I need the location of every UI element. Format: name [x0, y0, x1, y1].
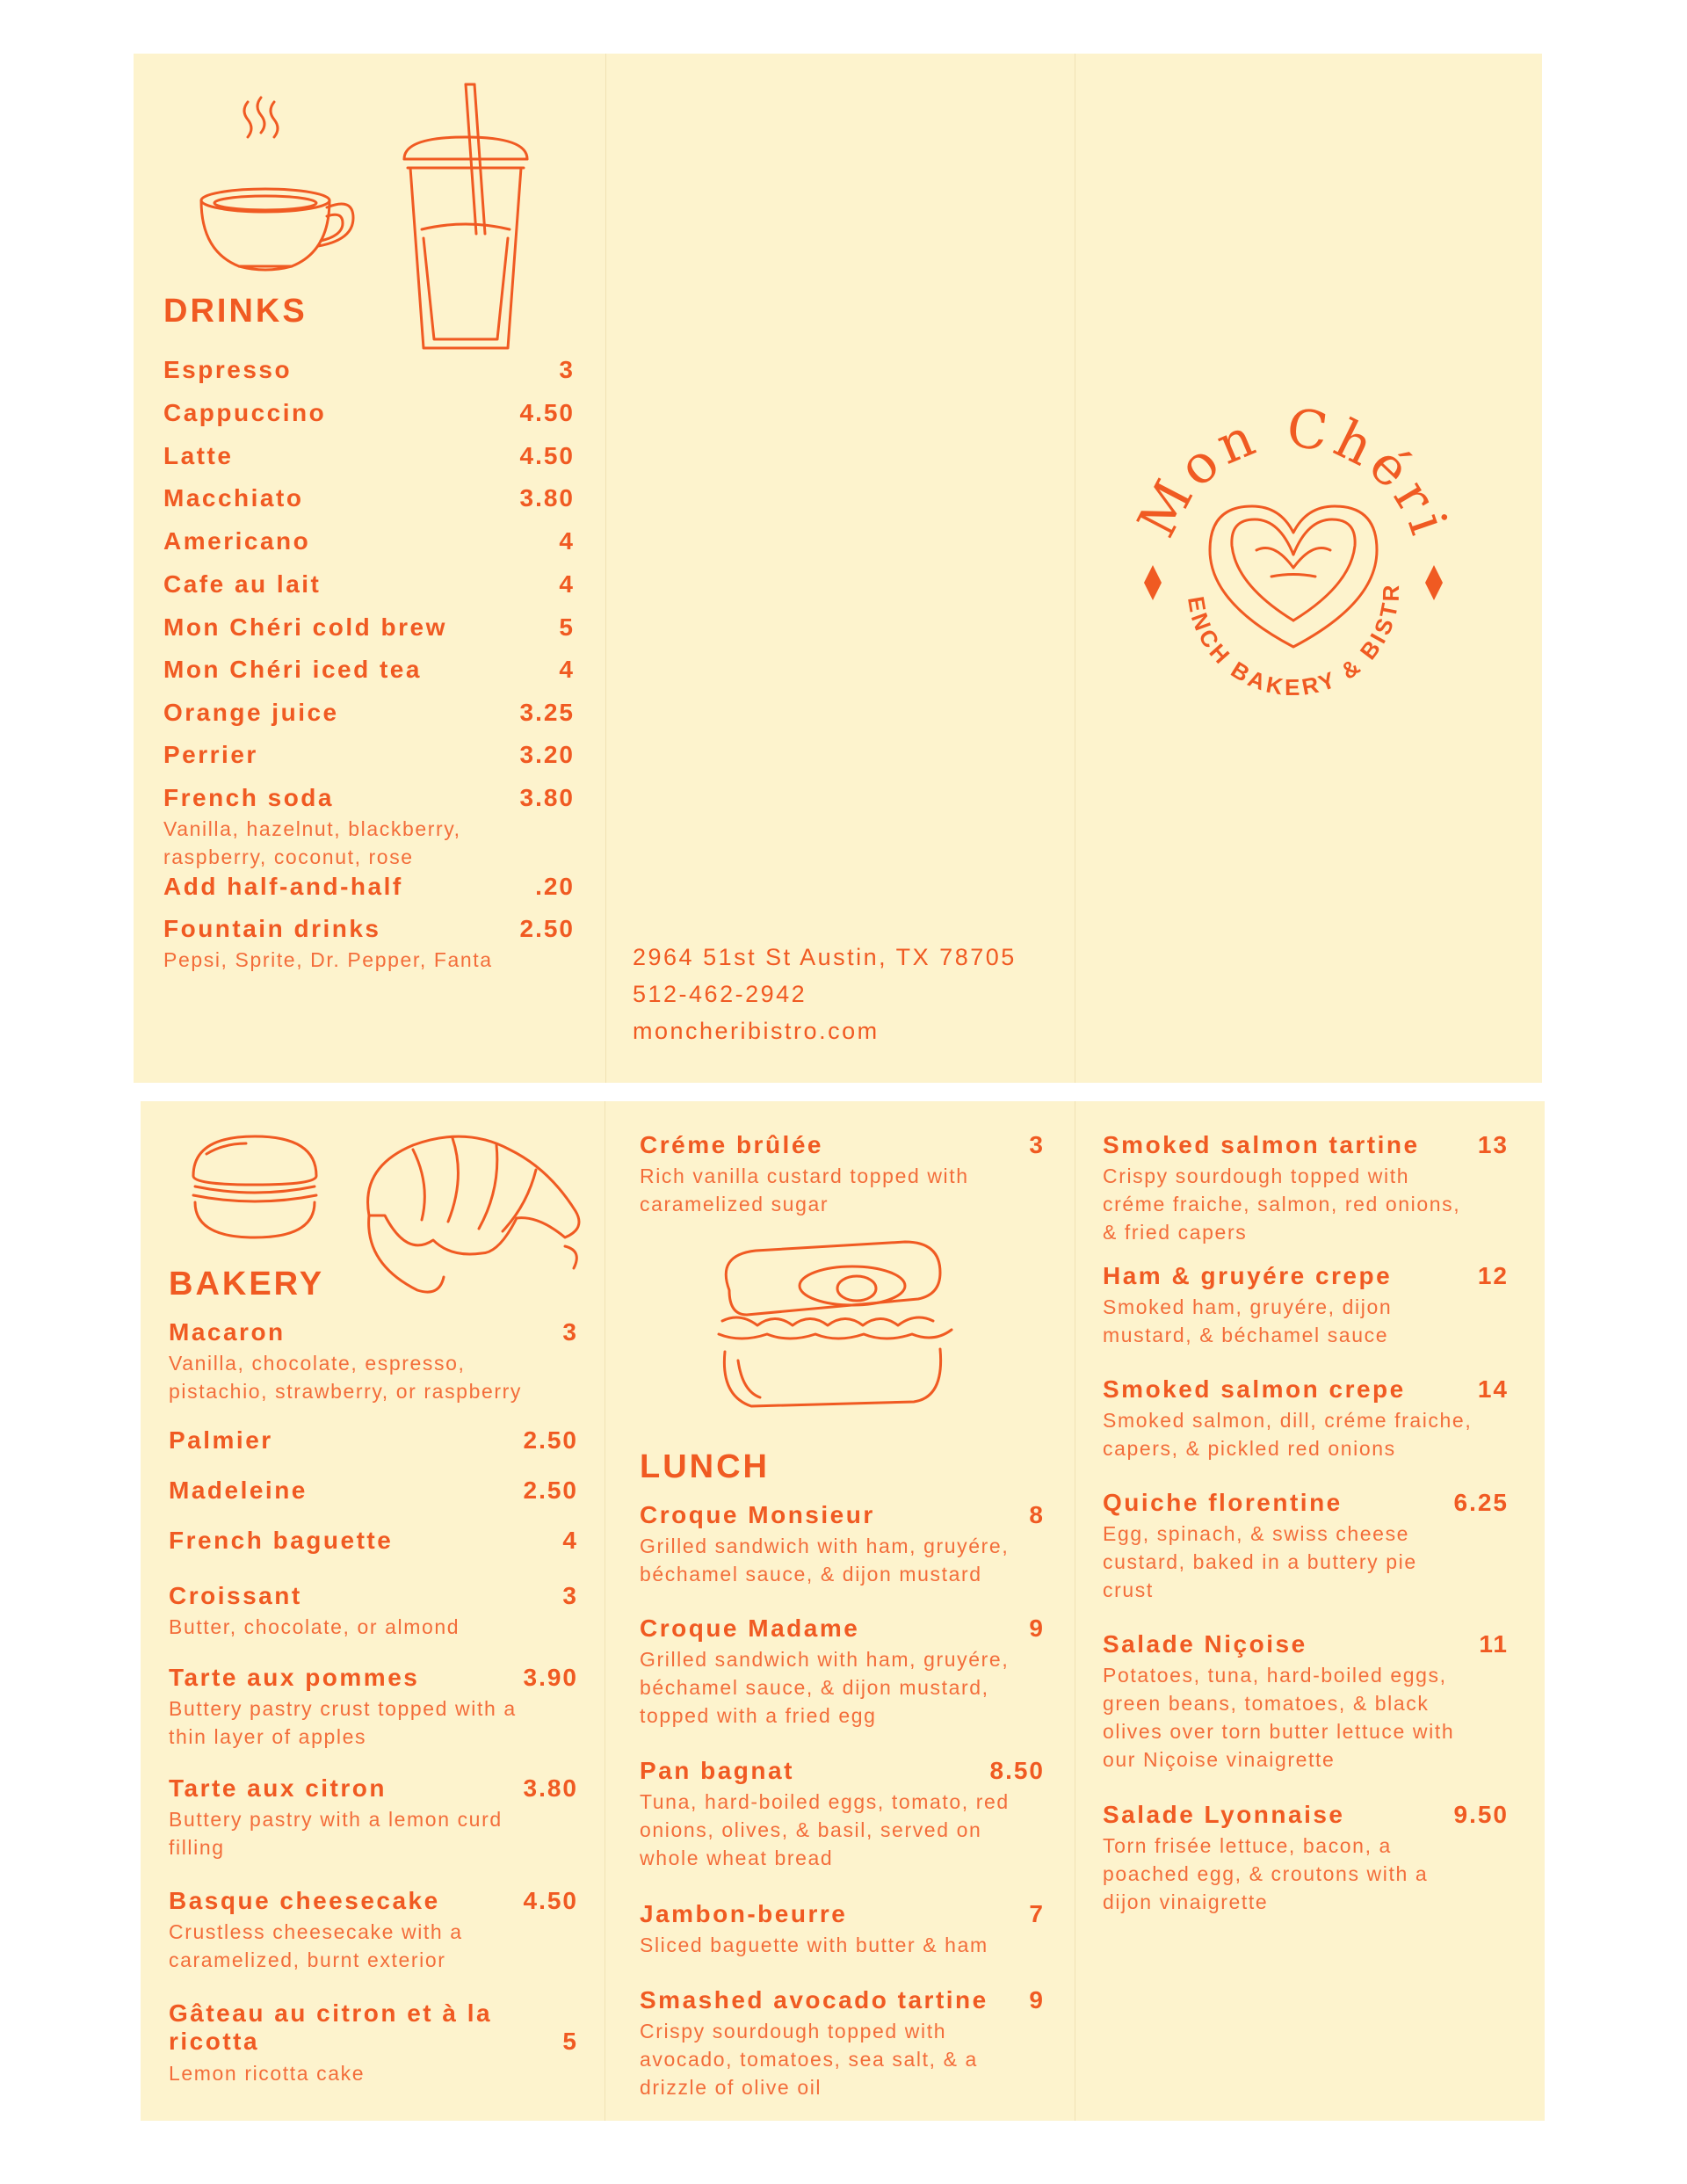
menu-item-description: béchamel sauce, & dijon mustard: [640, 1563, 982, 1585]
menu-item: [640, 1757, 1045, 1785]
menu-item-description: Grilled sandwich with ham, gruyére,: [640, 1648, 1010, 1671]
menu-item-price: 3.80: [519, 484, 575, 512]
menu-item: [163, 570, 575, 599]
section-heading-lunch: LUNCH: [640, 1448, 770, 1485]
menu-item: [163, 527, 575, 555]
menu-item: [163, 915, 575, 943]
phone-text: 512-462-2942: [633, 981, 807, 1007]
menu-item-description: Crustless cheesecake with a: [169, 1920, 463, 1943]
menu-item-name: Add half-and-half: [163, 873, 403, 900]
menu-item-description: & fried capers: [1103, 1221, 1248, 1244]
menu-item-description: pistachio, strawberry, or raspberry: [169, 1380, 522, 1403]
menu-item-price: 7: [1029, 1900, 1045, 1927]
diamond-icon: [1144, 565, 1162, 600]
menu-item-description: béchamel sauce, & dijon mustard,: [640, 1676, 989, 1699]
menu-item-price: 4: [562, 1527, 578, 1554]
menu-item: [640, 1900, 1045, 1928]
menu-item-price: 4.50: [523, 1887, 578, 1914]
menu-item: [163, 484, 575, 512]
menu-item-description: topped with a fried egg: [640, 1704, 877, 1727]
menu-item-price: 9: [1029, 1986, 1045, 2013]
coffee-cup-icon: [186, 89, 362, 308]
menu-item-price: 2.50: [523, 1477, 578, 1504]
menu-item-name: Tarte aux pommes: [169, 1664, 420, 1691]
section-heading-drinks: DRINKS: [163, 293, 308, 330]
menu-item-description: whole wheat bread: [640, 1847, 834, 1869]
menu-item-name: Ham & gruyére crepe: [1103, 1262, 1393, 1289]
menu-item-description: caramelized sugar: [640, 1193, 829, 1215]
menu-item-price: 9.50: [1453, 1801, 1509, 1828]
menu-item-name: Tarte aux citron: [169, 1774, 387, 1802]
menu-item-description: raspberry, coconut, rose: [163, 845, 414, 868]
menu-item-name: Madeleine: [169, 1477, 308, 1504]
menu-item-price: 2.50: [523, 1426, 578, 1454]
menu-item-description: Rich vanilla custard topped with: [640, 1165, 969, 1187]
menu-item-price: 3.90: [523, 1664, 578, 1691]
menu-item-description: Vanilla, chocolate, espresso,: [169, 1352, 466, 1375]
menu-item-price: 3: [562, 1582, 578, 1609]
address-text: 2964 51st St Austin, TX 78705: [633, 944, 1017, 970]
logo-name: Mon Chéri: [1126, 397, 1461, 548]
menu-item-name: Croissant: [169, 1582, 302, 1609]
menu-item: [1103, 1131, 1509, 1159]
menu-item-description: Tuna, hard-boiled eggs, tomato, red: [640, 1790, 1010, 1813]
menu-item-name: Mon Chéri cold brew: [163, 613, 447, 641]
menu-item-price: 3.80: [519, 784, 575, 811]
menu-item-name: Jambon-beurre: [640, 1900, 848, 1927]
menu-item: [169, 1318, 578, 1346]
menu-item: [163, 784, 575, 812]
menu-item-description: crust: [1103, 1578, 1154, 1601]
menu-item: [1103, 1630, 1509, 1658]
menu-item-description: caramelized, burnt exterior: [169, 1948, 446, 1971]
logo: [1115, 366, 1461, 722]
menu-item-price: 5: [559, 613, 575, 641]
menu-item-price: 3: [562, 1318, 578, 1346]
menu-item-name-line: ricotta: [169, 2028, 260, 2055]
menu-item-price: 4: [559, 570, 575, 598]
menu-item-price: 3: [1029, 1131, 1045, 1158]
menu-item-price: 13: [1477, 1131, 1509, 1158]
menu-item-description: poached egg, & croutons with a: [1103, 1862, 1429, 1885]
menu-item: [1103, 1262, 1509, 1290]
menu-item-description: Vanilla, hazelnut, blackberry,: [163, 817, 461, 840]
menu-item-name-line: Gâteau au citron et à la: [169, 1999, 493, 2027]
menu-item-name: Macchiato: [163, 484, 304, 512]
menu-item: [163, 873, 575, 901]
menu-item: [163, 442, 575, 470]
menu-item-name: Smoked salmon crepe: [1103, 1375, 1406, 1403]
menu-item-description: Smoked ham, gruyére, dijon: [1103, 1295, 1393, 1318]
menu-item-price: 2.50: [519, 915, 575, 942]
menu-item-description: capers, & pickled red onions: [1103, 1437, 1396, 1460]
menu-item-price: 4: [559, 656, 575, 683]
section-heading-bakery: BAKERY: [169, 1266, 325, 1302]
menu-item: [640, 1131, 1045, 1159]
menu-inner-side: [141, 1101, 1545, 2121]
menu-item-price: 9: [1029, 1614, 1045, 1642]
menu-item: [640, 1614, 1045, 1643]
menu-item-price: 3.80: [523, 1774, 578, 1802]
menu-item-description: Butter, chocolate, or almond: [169, 1615, 460, 1638]
menu-item-description: olives over torn butter lettuce with: [1103, 1720, 1455, 1743]
menu-item-price: 3: [559, 356, 575, 383]
menu-item-description: Smoked salmon, dill, créme fraiche,: [1103, 1409, 1473, 1432]
croissant-icon: [356, 1128, 589, 1303]
menu-item-name: Salade Lyonnaise: [1103, 1801, 1345, 1828]
menu-item-price: 4.50: [519, 399, 575, 426]
menu-item-name: Smoked salmon tartine: [1103, 1131, 1420, 1158]
menu-item: [169, 1887, 578, 1915]
menu-item-name: Macaron: [169, 1318, 286, 1346]
menu-item-description: Pepsi, Sprite, Dr. Pepper, Fanta: [163, 948, 493, 971]
menu-item-description: Crispy sourdough topped with: [1103, 1165, 1410, 1187]
menu-item-description: our Niçoise vinaigrette: [1103, 1748, 1336, 1771]
logo-tagline: FRENCH BAKERY & BISTRO: [1115, 366, 1405, 701]
iced-drink-icon: [397, 80, 547, 344]
menu-item-description: créme fraiche, salmon, red onions,: [1103, 1193, 1461, 1215]
menu-item-price: 6.25: [1453, 1489, 1509, 1516]
menu-outer-side: [134, 54, 1542, 1083]
svg-text:Mon Chéri: [1126, 397, 1461, 547]
menu-item-price: .20: [535, 873, 575, 900]
menu-item-name: Croque Madame: [640, 1614, 860, 1642]
menu-item-name: Pan bagnat: [640, 1757, 794, 1784]
menu-item-description: filling: [169, 1836, 225, 1859]
menu-item: [163, 613, 575, 642]
menu-item-description: green beans, tomatoes, & black: [1103, 1692, 1430, 1715]
menu-item: [1103, 1489, 1509, 1517]
menu-item-name: Basque cheesecake: [169, 1887, 440, 1914]
menu-item-description: Potatoes, tuna, hard-boiled eggs,: [1103, 1664, 1447, 1687]
menu-item: [169, 1582, 578, 1610]
menu-item-description: Lemon ricotta cake: [169, 2062, 366, 2085]
menu-item-description: custard, baked in a buttery pie: [1103, 1550, 1417, 1573]
menu-item-description: Crispy sourdough topped with: [640, 2020, 947, 2043]
menu-item-price: 14: [1477, 1375, 1509, 1403]
menu-item: [640, 1501, 1045, 1529]
menu-item-price: 8: [1029, 1501, 1045, 1528]
menu-item: [163, 656, 575, 684]
menu-item-name: French soda: [163, 784, 334, 811]
menu-item-price: 4: [559, 527, 575, 555]
menu-item-name: Palmier: [169, 1426, 273, 1454]
menu-item-name: Americano: [163, 527, 311, 555]
menu-item-name: Fountain drinks: [163, 915, 381, 942]
menu-item-price: 5: [562, 2028, 578, 2055]
heart-pastry-icon: [1210, 506, 1377, 647]
menu-item-name: Créme brûlée: [640, 1131, 823, 1158]
website-link[interactable]: moncheribistro.com: [633, 1018, 880, 1044]
fold-line: [605, 54, 606, 1083]
menu-item-name: [169, 1999, 492, 2056]
menu-item-description: Grilled sandwich with ham, gruyére,: [640, 1535, 1010, 1557]
menu-item: [1103, 1375, 1509, 1404]
menu-item-description: thin layer of apples: [169, 1725, 367, 1748]
menu-item-name: Cappuccino: [163, 399, 327, 426]
menu-item-name: Perrier: [163, 741, 258, 768]
menu-item-description: Egg, spinach, & swiss cheese: [1103, 1522, 1410, 1545]
menu-item-description: onions, olives, & basil, served on: [640, 1818, 982, 1841]
menu-item: [169, 1664, 578, 1692]
menu-item: [169, 1527, 578, 1555]
menu-item-name: Croque Monsieur: [640, 1501, 875, 1528]
macaron-icon: [185, 1132, 325, 1246]
menu-item: [640, 1986, 1045, 2014]
menu-item: [169, 1774, 578, 1803]
menu-item-description: Sliced baguette with butter & ham: [640, 1934, 988, 1956]
menu-item-description: Buttery pastry with a lemon curd: [169, 1808, 503, 1831]
menu-item-name: Espresso: [163, 356, 293, 383]
menu-item-price: 12: [1477, 1262, 1509, 1289]
menu-item: [163, 741, 575, 769]
menu-item-name: Smashed avocado tartine: [640, 1986, 988, 2013]
menu-item: [1103, 1801, 1509, 1829]
menu-item-price: 4.50: [519, 442, 575, 469]
menu-item-description: drizzle of olive oil: [640, 2076, 822, 2099]
menu-item-price: 3.25: [519, 699, 575, 726]
menu-item-price: 8.50: [989, 1757, 1045, 1784]
menu-item-name: Latte: [163, 442, 234, 469]
menu-item-description: Torn frisée lettuce, bacon, a: [1103, 1834, 1392, 1857]
menu-item-description: mustard, & béchamel sauce: [1103, 1324, 1389, 1346]
menu-item-name: Mon Chéri iced tea: [163, 656, 422, 683]
menu-item-name: Salade Niçoise: [1103, 1630, 1307, 1658]
menu-item: [169, 1426, 578, 1455]
menu-item-description: dijon vinaigrette: [1103, 1890, 1269, 1913]
menu-item-description: avocado, tomatoes, sea salt, & a: [640, 2048, 978, 2071]
menu-item: [163, 356, 575, 384]
menu-item: [169, 1477, 578, 1505]
menu-item-price: 11: [1479, 1630, 1509, 1658]
menu-item-description: Buttery pastry crust topped with a: [169, 1697, 517, 1720]
sandwich-icon: [712, 1237, 958, 1422]
menu-item: [163, 399, 575, 427]
menu-item: [163, 699, 575, 727]
menu-item-name: French baguette: [169, 1527, 394, 1554]
menu-item-name: Quiche florentine: [1103, 1489, 1343, 1516]
menu-item-name: Cafe au lait: [163, 570, 322, 598]
menu-item: [169, 1999, 578, 2056]
menu-item-price: 3.20: [519, 741, 575, 768]
menu-item-name: Orange juice: [163, 699, 339, 726]
diamond-icon: [1425, 565, 1443, 600]
